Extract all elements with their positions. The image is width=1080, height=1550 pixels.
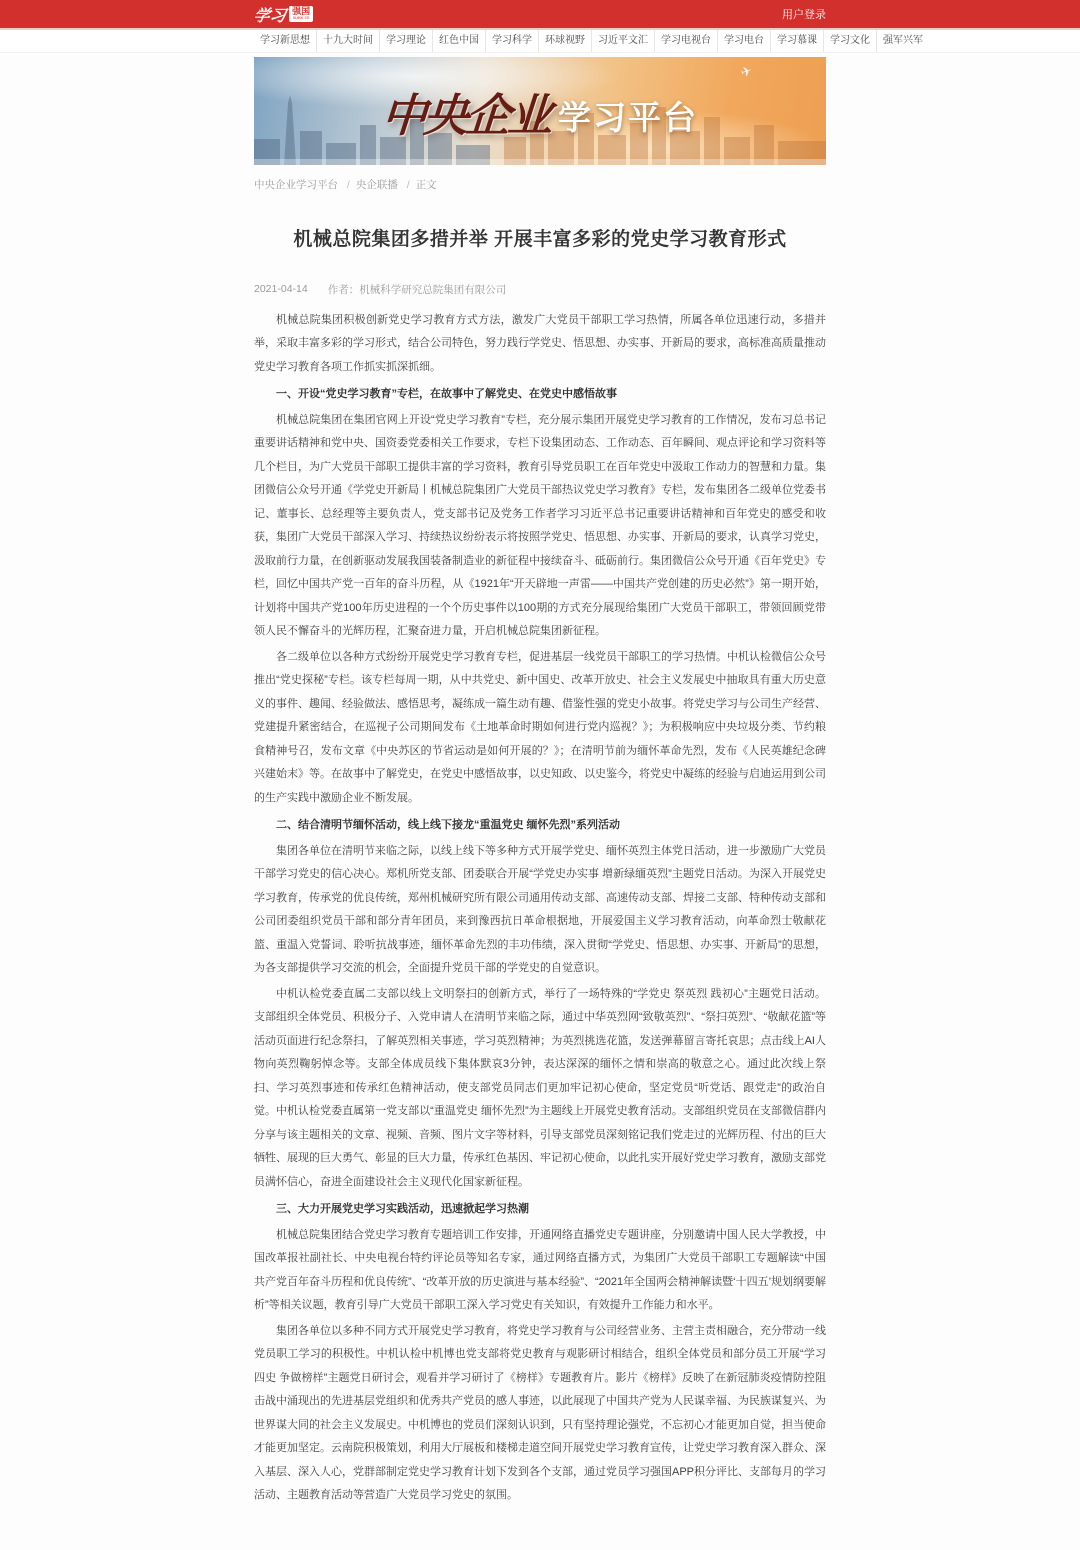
- article-paragraph: 集团各单位以多种不同方式开展党史学习教育，将党史学习教育与公司经营业务、主营主责相融合，充分带动一线党员职工学习的积极性。中机认检中机博也党支部将党史教育与观影研讨相结合，组织全体党员和部分员工开展“学习四史 争做榜样”主题党日研讨会，观看并学习研讨了《榜样》专题教育片。影片《榜样》反映了在新冠肺炎疫情防控阻击战中涌现出的先进基层党组织和优秀共产党员的感人事迹，以此展现了中国共产党为人民谋幸福、为民族谋复兴、为世界谋大同的社会主义发展史。中机博也的党员们深刻认识到，只有坚持理论强党，不忘初心才能更加自觉，担当使命才能更加坚定。云南院积极策划，利用大厅展板和楼梯走道空间开展党史学习教育宣传，让党史学习教育深入群众、深入基层、深入人心，党群部制定党史学习教育计划下发到各个支部，通过党员学习强国APP积分评比、支部每月的学习活动、主题教育活动等营造广大党员学习党史的氛围。: [254, 1324, 827, 1502]
- nav-item-label: 学习理论: [386, 35, 426, 46]
- user-login-link[interactable]: 用户登录: [782, 9, 826, 21]
- article-body: [254, 309, 826, 1508]
- main-nav: [0, 30, 1080, 53]
- article-author-name: 机械科学研究总院集团有限公司: [359, 283, 507, 296]
- article-date: 2021-04-14: [254, 283, 308, 296]
- article-meta: [254, 282, 826, 297]
- breadcrumb-item[interactable]: [254, 177, 356, 192]
- nav-item[interactable]: [591, 30, 654, 52]
- page-title: 机械总院集团多措并举 开展丰富多彩的党史学习教育形式: [293, 229, 787, 250]
- nav-item[interactable]: [538, 30, 591, 52]
- plane-icon: ✈: [738, 62, 754, 81]
- nav-item-label: 学习电视台: [661, 35, 711, 46]
- nav-item[interactable]: [876, 30, 929, 52]
- article-paragraph: 中机认检党委直属二支部以线上文明祭扫的创新方式，举行了一场特殊的“学党史 祭英烈 践初心”主题党日活动。支部组织全体党员、积极分子、入党申请人在清明节来临之际，通过中华英烈网“致敬英烈”、“祭扫英烈”、“敬献花篮”等活动页面进行纪念祭扫，了解英烈相关事迹，学习英烈精神；为英烈挑选花篮，发送弹幕留言寄托哀思；点击线上AI人物向英烈鞠躬悼念等。支部全体成员线下集体默哀3分钟，表达深深的缅怀之情和崇高的敬意之心。通过此次线上祭扫、学习英烈事迹和传承红色精神活动，使支部党员同志们更加牢记初心使命，坚定党员“听党话、跟党走”的政治自觉。中机认检党委直属第一党支部以“重温党史 缅怀先烈”为主题线上开展党史教育活动。支部组织党员在支部微信群内分享与该主题相关的文章、视频、音频、图片文字等材料，引导支部党员深刻铭记我们党走过的光辉历程、付出的巨大牺牲、展现的巨大勇气、彰显的巨大力量，传承红色基因、牢记初心使命，以此扎实开展好党史学习教育，激励支部党员满怀信心，奋进全面建设社会主义现代化国家新征程。: [254, 987, 826, 1188]
- article-paragraph: 一、开设“党史学习教育”专栏，在故事中了解党史、在党史中感悟故事: [276, 388, 617, 401]
- banner-title-bold: 学习平台: [558, 98, 698, 136]
- nav-item-label: 学习新思想: [260, 35, 310, 46]
- nav-item[interactable]: [823, 30, 876, 52]
- nav-item[interactable]: [485, 30, 538, 52]
- article-paragraph: 机械总院集团结合党史学习教育专题培训工作安排，开通网络直播党史专题讲座，分别邀请中国人民大学教授，中国改革报社副社长、中央电视台特约评论员等知名专家，通过网络直播方式，为集团广大党员干部职工专题解读“中国共产党百年奋斗历程和优良传统”、“改革开放的历史演进与基本经验”、“2021年全国两会精神解读暨‘十四五’规划纲要解析”等相关议题，教育引导广大党员干部职工深入学习党史有关知识，有效提升工作能力和水平。: [254, 1228, 827, 1312]
- nav-item[interactable]: [379, 30, 432, 52]
- nav-item-label: 习近平文汇: [598, 35, 648, 46]
- banner-title: [254, 57, 826, 165]
- logo-script-text: 学习: [252, 5, 288, 25]
- nav-item[interactable]: [654, 30, 717, 52]
- nav-item[interactable]: [316, 30, 379, 52]
- nav-item[interactable]: [432, 30, 485, 52]
- xuexi-qiangguo-logo[interactable]: [254, 3, 313, 26]
- article-paragraph: 集团各单位在清明节来临之际，以线上线下等多种方式开展学党史、缅怀英烈主体党日活动，进一步激励广大党员干部学习党史的信心决心。郑机所党支部、团委联合开展“学党史办实事 增新绿缅英烈”主题党日活动。为深入开展党史学习教育，传承党的优良传统，郑州机械研究所有限公司通用传动支部、高速传动支部、焊接二支部、特种传动支部和公司团委组织党员干部和部分青年团员，来到豫西抗日革命根据地，开展爱国主义学习教育活动，向革命烈士敬献花篮、重温入党誓词、聆听抗战事迹，缅怀革命先烈的丰功伟绩，深入贯彻“学党史、悟思想、办实事、开新局”的思想，为各支部提供学习交流的机会，全面提升党员干部的学党史的自觉意识。: [254, 844, 826, 975]
- breadcrumb-item[interactable]: [416, 177, 437, 192]
- nav-item-label: 环球视野: [545, 35, 585, 46]
- banner-title-script: 中央企业: [379, 88, 552, 142]
- article-paragraph: 机械总院集团积极创新党史学习教育方式方法，激发广大党员干部职工学习热情，所属各单位迅速行动，多措并举，采取丰富多彩的学习形式，结合公司特色，努力践行学党史、悟思想、办实事、开新局的要求，高标准高质量推动党史学习教育各项工作抓实抓深抓细。: [254, 313, 826, 373]
- breadcrumb-item-label: 央企联播: [355, 179, 398, 191]
- logo-box-text: 强国: [292, 6, 311, 16]
- nav-item-label: 学习电台: [724, 35, 764, 46]
- nav-item-label: 学习文化: [830, 35, 870, 46]
- top-bar: [0, 0, 1080, 30]
- nav-item-label: 十九大时间: [323, 35, 373, 46]
- article-author: [328, 282, 507, 297]
- nav-item-label: 强军兴军: [883, 35, 923, 46]
- article-author-label: 作者：: [327, 283, 360, 296]
- article-paragraph: 各二级单位以各种方式纷纷开展党史学习教育专栏，促进基层一线党员干部职工的学习热情。中机认检微信公众号推出“党史探秘”专栏。该专栏每周一期，从中共党史、新中国史、改革开放史、社会主义发展史中抽取具有重大历史意义的事件、趣闻、经验做法、感悟思考，凝练成一篇生动有趣、借鉴性强的党史小故事。将党史学习与公司生产经营、党建提升紧密结合，在巡视子公司期间发布《土地革命时期如何进行党内巡视？》；为积极响应中央垃圾分类、节约粮食精神号召，发布文章《中央苏区的节省运动是如何开展的？》；在清明节前为缅怀革命先烈，发布《人民英雄纪念碑兴建始末》等。在故事中了解党史，在党史中感悟故事，以史知政、以史鉴今，将党史中凝练的经验与启迪运用到公司的生产实践中激励企业不断发展。: [254, 650, 826, 804]
- nav-list: [254, 30, 923, 52]
- breadcrumb-item[interactable]: [356, 177, 416, 192]
- nav-item[interactable]: [770, 30, 823, 52]
- nav-item-label: 红色中国: [439, 35, 479, 46]
- breadcrumb: [254, 177, 826, 192]
- nav-item-label: 学习慕课: [777, 35, 817, 46]
- breadcrumb-item-label: 中央企业学习平台: [254, 179, 338, 191]
- banner-image: [254, 57, 826, 165]
- article-paragraph: 机械总院集团在集团官网上开设“党史学习教育”专栏，充分展示集团开展党史学习教育的工作情况，发布习总书记重要讲话精神和党中央、国资委党委相关工作要求，专栏下设集团动态、工作动态、百年瞬间、观点评论和学习资料等几个栏目，为广大党员干部职工提供丰富的学习资料，教育引导党员职工在百年党史中汲取工作动力的智慧和力量。集团微信公众号开通《学党史开新局丨机械总院集团广大党员干部热议党史学习教育》专栏，发布集团各二级单位党委书记、董事长、总经理等主要负责人，党支部书记及党务工作者学习习近平总书记重要讲话精神和百年党史的感受和收获，集团广大党员干部深入学习、持续热议纷纷表示将按照学党史、悟思想、办实事、开新局的要求，认真学习党史，汲取前行力量，在创新驱动发展我国装备制造业的新征程中接续奋斗、砥砺前行。集团微信公众号开通《百年党史》专栏，回忆中国共产党一百年的奋斗历程，从《1921年“开天辟地一声雷——中国共产党创建的历史必然”》第一期开始，计划将中国共产党100年历史进程的一个个历史事件以100期的方式充分展现给集团广大党员干部职工，带领回顾党带领人民不懈奋斗的光辉历程，汇聚奋进力量，开启机械总院集团新征程。: [254, 413, 826, 638]
- nav-item[interactable]: [254, 30, 316, 52]
- article: [254, 226, 826, 1550]
- logo-sub-text: xuexi.cn: [292, 15, 310, 21]
- breadcrumb-item-label: 正文: [415, 179, 437, 191]
- article-paragraph: 三、大力开展党史学习实践活动，迅速掀起学习热潮: [276, 1203, 529, 1216]
- nav-item-label: 学习科学: [492, 35, 532, 46]
- article-paragraph: 二、结合清明节缅怀活动，线上线下接龙“重温党史 缅怀先烈”系列活动: [276, 819, 621, 832]
- logo-box: [289, 6, 313, 22]
- nav-item[interactable]: [717, 30, 770, 52]
